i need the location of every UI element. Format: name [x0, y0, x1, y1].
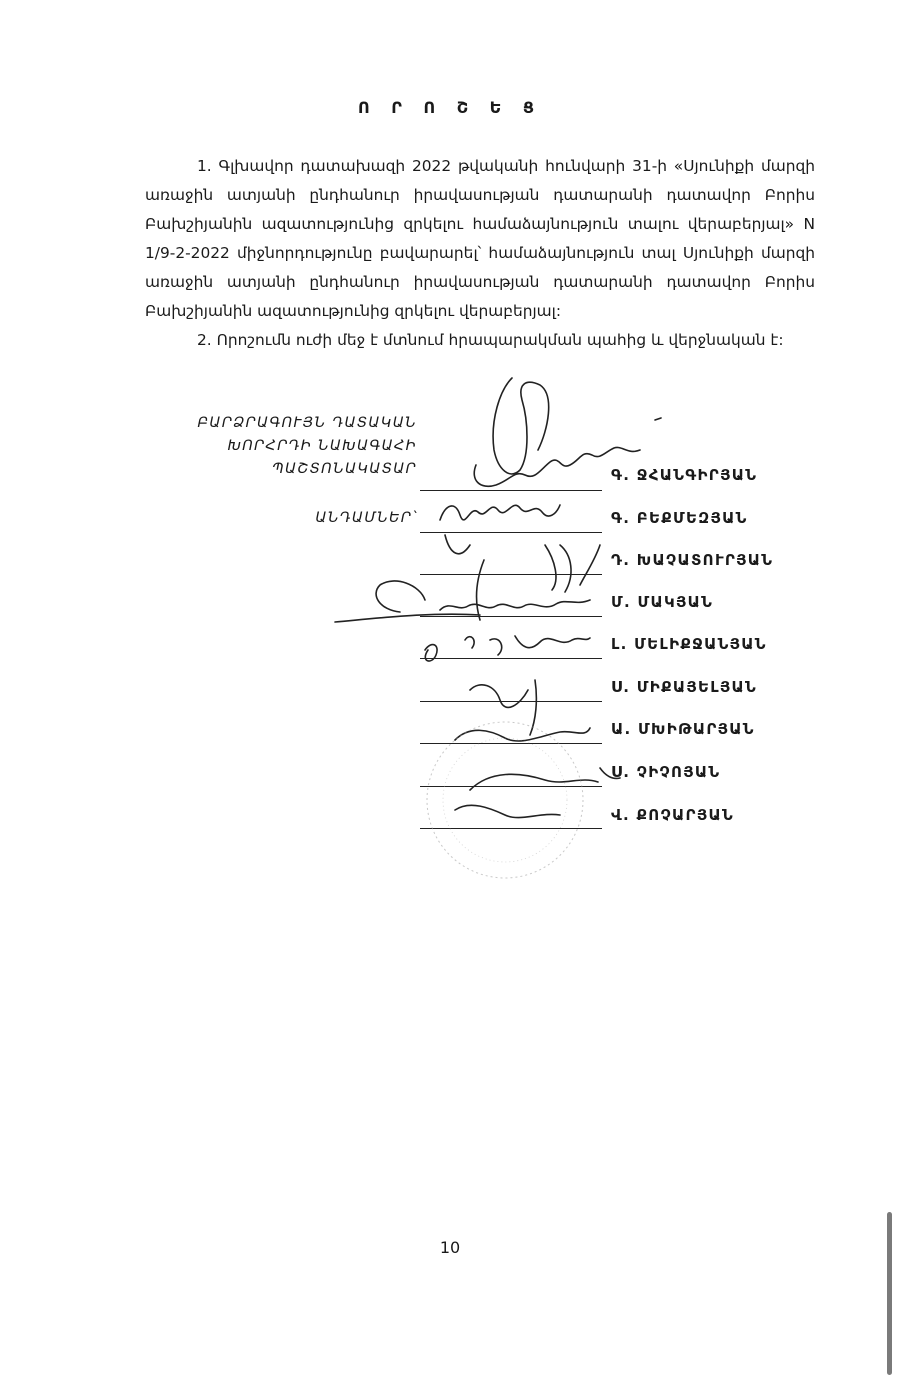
signature-line-member-8 [420, 828, 602, 829]
member-name: Մ. ՄԱԿՅԱՆ [611, 593, 714, 611]
signature-member-5 [470, 680, 536, 735]
signature-line-member-4 [420, 658, 602, 659]
member-name: Լ. ՄԵԼԻՔՋԱՆՅԱՆ [611, 635, 767, 653]
member-name: Վ. ՔՈՉԱՐՅԱՆ [611, 806, 734, 824]
decision-body [145, 152, 815, 355]
council-title-line-2: ԽՈՐՀՐԴԻ ՆԱԽԱԳԱՀԻ [227, 438, 417, 454]
signature-line-member-3 [420, 616, 602, 617]
document-title: Ո Ր Ո Շ Ե Ց [357, 98, 543, 117]
council-chair-title [97, 412, 417, 481]
council-title-line-1: ԲԱՐՁՐԱԳՈՒՅՆ ԴԱՏԱԿԱՆ [197, 415, 417, 431]
signature-member-6 [455, 728, 590, 741]
signature-member-2 [545, 545, 600, 592]
member-name: Գ. ԲԵՔՄԵԶՅԱՆ [611, 509, 748, 527]
official-stamp [427, 722, 583, 878]
signature-member-1 [440, 505, 560, 554]
signature-line-member-7 [420, 786, 602, 787]
member-name: Ա. ՄԽԻԹԱՐՅԱՆ [611, 720, 755, 738]
signature-member-8 [455, 805, 560, 817]
signature-line-member-6 [420, 743, 602, 744]
signature-line-chair [420, 490, 602, 491]
signature-line-member-1 [420, 532, 602, 533]
member-name: Ս. ՉԻՉՈՅԱՆ [611, 763, 721, 781]
chair-name: Գ. ՋՀԱՆԳԻՐՅԱՆ [611, 466, 758, 484]
page-number: 10 [439, 1238, 461, 1257]
decision-paragraph-1: 1. Գլխավոր դատախազի 2022 թվականի հունվարի 31-ի «Սյունիքի մարզի առաջին ատյանի ընդհանուր իրավասության դատարանի դատավոր Բորիս Բախշիյանին ազատությունից զրկելու համաձայնություն տալու վերաբերյալ» N 1/9-2-2022 միջնորդությունը բավարարել՝ համաձայնություն տալ Սյունիքի մարզի առաջին ատյանի ընդհանուր իրավասության դատարանի դատավոր Բորիս Բախշիյանին ազատությունից զրկելու վերաբերյալ: [145, 157, 815, 320]
member-name: Դ. ԽԱՉԱՏՈՒՐՅԱՆ [611, 551, 774, 569]
signature-line-member-5 [420, 701, 602, 702]
scrollbar-thumb[interactable] [887, 1212, 892, 1375]
signature-line-member-2 [420, 574, 602, 575]
decision-paragraph-2: 2. Որոշումն ուժի մեջ է մտնում հրապարակման պահից և վերջնական է: [197, 331, 784, 349]
signature-member-3 [335, 560, 590, 622]
member-name: Ս. ՄԻՔԱՅԵԼՅԱՆ [611, 678, 758, 696]
council-title-line-3: ՊԱՇՏՈՆԱԿԱՏԱՐ [272, 461, 417, 477]
members-label: ԱՆԴԱՄՆԵՐ՝ [315, 510, 417, 526]
